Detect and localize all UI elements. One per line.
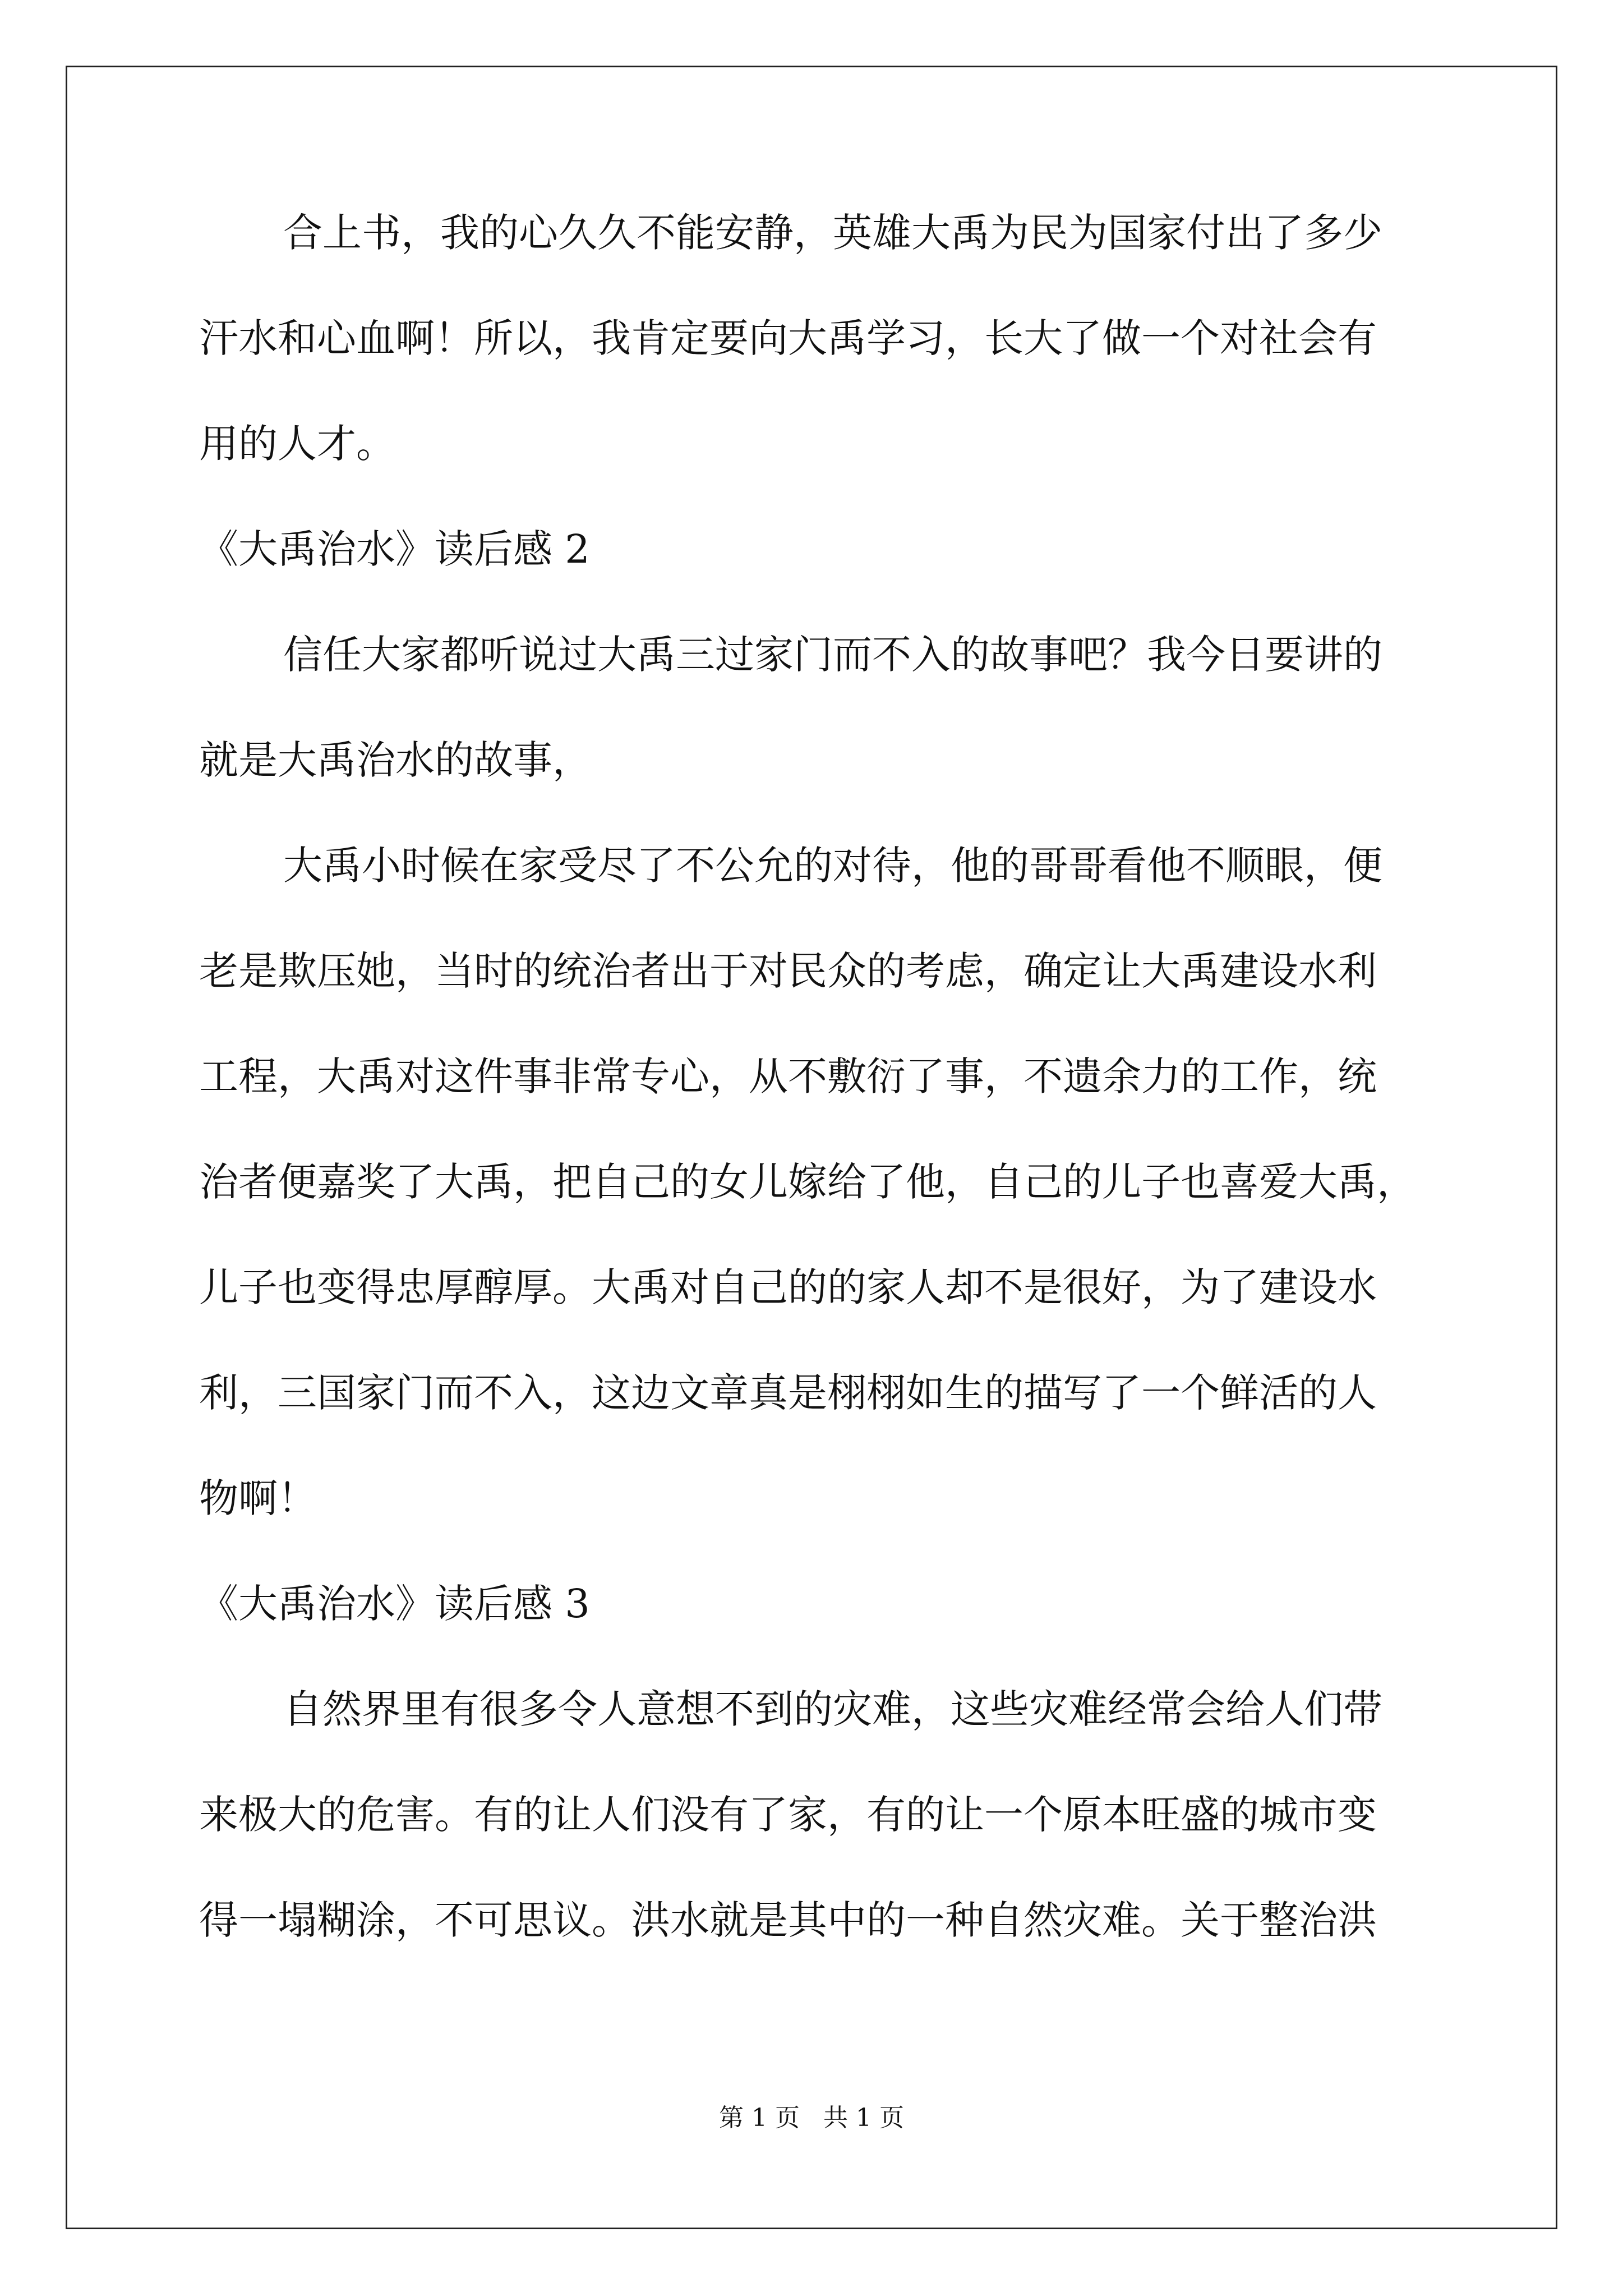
section-heading: 《大禹治水》读后感 3	[199, 1581, 590, 1627]
paragraph-line: 汗水和心血啊！所以，我肯定要向大禹学习，长大了做一个对社会有	[199, 315, 1377, 361]
paragraph-line: 自然界里有很多令人意想不到的灾难，这些灾难经常会给人们带	[283, 1686, 1382, 1732]
paragraph-line: 信任大家都听说过大禹三过家门而不入的故事吧？我今日要讲的	[283, 632, 1382, 678]
page-number-footer: 第 1 页 共 1 页	[719, 2104, 904, 2132]
paragraph-line: 就是大禹治水的故事，	[199, 737, 592, 783]
paragraph-line: 老是欺压她，当时的统治者出于对民众的考虑，确定让大禹建设水利	[199, 948, 1377, 994]
paragraph-line: 用的人才。	[199, 421, 395, 467]
paragraph-line: 得一塌糊涂，不可思议。洪水就是其中的一种自然灾难。关于整治洪	[199, 1897, 1377, 1943]
paragraph-line: 利，三国家门而不入，这边文章真是栩栩如生的描写了一个鲜活的人	[199, 1370, 1377, 1416]
paragraph-line: 工程，大禹对这件事非常专心，从不敷衍了事，不遗余力的工作，统	[199, 1053, 1377, 1099]
paragraph-line: 合上书，我的心久久不能安静，英雄大禹为民为国家付出了多少	[283, 210, 1382, 256]
paragraph-line: 儿子也变得忠厚醇厚。大禹对自己的的家人却不是很好，为了建设水	[199, 1264, 1377, 1310]
paragraph-line: 大禹小时候在家受尽了不公允的对待，他的哥哥看他不顺眼，便	[283, 843, 1382, 889]
paragraph-line: 治者便嘉奖了大禹，把自己的女儿嫁给了他，自己的儿子也喜爱大禹，	[199, 1159, 1416, 1205]
section-heading: 《大禹治水》读后感 2	[199, 526, 590, 572]
paragraph-line: 来极大的危害。有的让人们没有了家，有的让一个原本旺盛的城市变	[199, 1792, 1377, 1838]
paragraph-line: 物啊！	[199, 1475, 317, 1521]
